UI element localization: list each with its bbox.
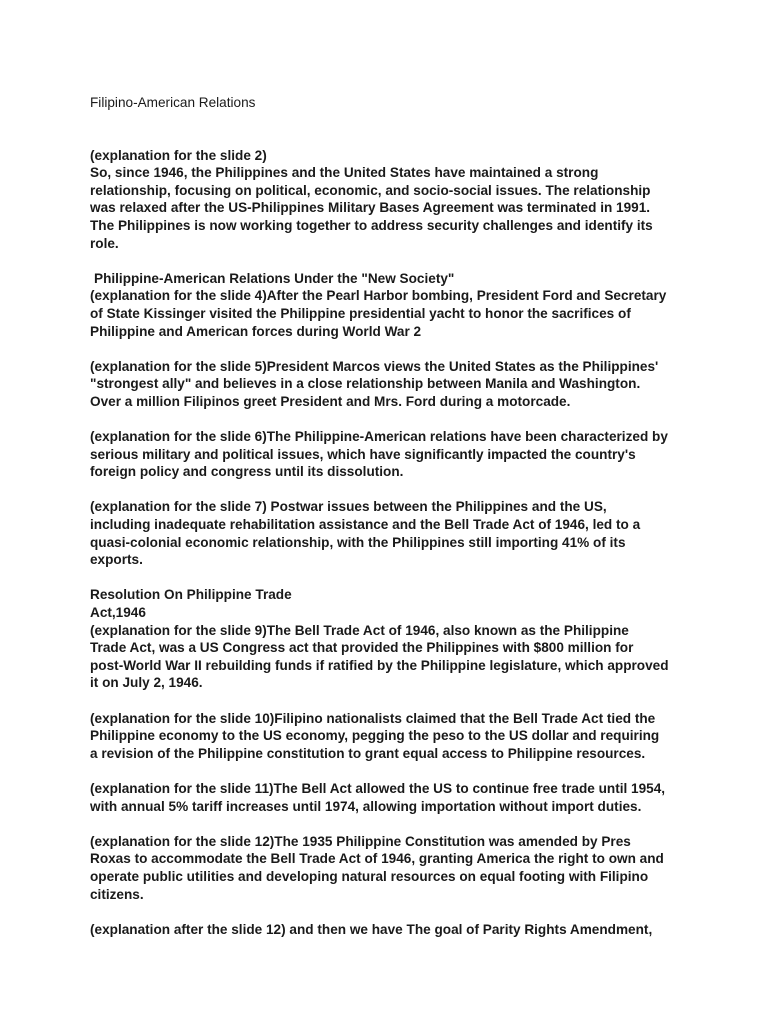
text-line: quasi-colonial economic relationship, with the Philippines still importing 41% of its <box>90 534 626 550</box>
text-line: Over a million Filipinos greet President and Mrs. Ford during a motorcade. <box>90 393 571 409</box>
text-line: Act,1946 <box>90 605 146 621</box>
paragraph <box>90 586 690 692</box>
text-line: including inadequate rehabilitation assistance and the Bell Trade Act of 1946, led to a <box>90 517 641 533</box>
paragraph-gap <box>90 252 690 270</box>
paragraph <box>90 428 690 481</box>
text-line: Philippine economy to the US economy, pegging the peso to the US dollar and requiring <box>90 728 660 744</box>
text-line: Roxas to accommodate the Bell Trade Act of 1946, granting America the right to own and <box>90 851 664 867</box>
text-line: (explanation for the slide 12)The 1935 Philippine Constitution was amended by Pres <box>90 833 631 849</box>
text-line: foreign policy and congress until its dissolution. <box>90 464 404 480</box>
text-line: "strongest ally" and believes in a close relationship between Manila and Washington. <box>90 376 641 392</box>
text-line: exports. <box>90 552 143 568</box>
text-line: it on July 2, 1946. <box>90 675 203 691</box>
text-line: role. <box>90 235 119 251</box>
paragraph-gap <box>90 481 690 499</box>
paragraph-gap <box>90 762 690 780</box>
paragraph-gap <box>90 340 690 358</box>
text-line: relationship, focusing on political, economic, and socio-social issues. The relationship <box>90 182 651 198</box>
paragraph <box>90 358 690 411</box>
text-line: with annual 5% tariff increases until 1974, allowing importation without import duties. <box>90 798 642 814</box>
text-line: So, since 1946, the Philippines and the United States have maintained a strong <box>90 165 599 181</box>
text-line: of State Kissinger visited the Philippine presidential yacht to honor the sacrifices of <box>90 305 631 321</box>
text-line: operate public utilities and developing natural resources on equal footing with Filipino <box>90 868 649 884</box>
document-page <box>90 94 690 938</box>
text-line: Philippine-American Relations Under the "New Society" <box>94 270 455 286</box>
text-line: (explanation for the slide 7) Postwar issues between the Philippines and the US, <box>90 499 607 515</box>
text-line: a revision of the Philippine constitution to grant equal access to Philippine resources. <box>90 745 646 761</box>
text-line: (explanation for the slide 6)The Philippine-American relations have been characterized by <box>90 429 668 445</box>
text-line: (explanation for the slide 9)The Bell Trade Act of 1946, also known as the Philippine <box>90 622 629 638</box>
paragraph <box>90 498 690 568</box>
text-line: (explanation after the slide 12) and then we have The goal of Parity Rights Amendment, <box>90 921 653 937</box>
paragraph <box>90 147 690 253</box>
spacer <box>90 112 690 147</box>
paragraph <box>90 710 690 763</box>
text-line: was relaxed after the US-Philippines Military Bases Agreement was terminated in 1991. <box>90 200 651 216</box>
text-line: Philippine and American forces during World War 2 <box>90 323 422 339</box>
text-line: (explanation for the slide 4)After the Pearl Harbor bombing, President Ford and Secretary <box>90 288 667 304</box>
paragraph <box>90 780 690 815</box>
text-line: post-World War II rebuilding funds if ratified by the Philippine legislature, which approved <box>90 657 669 673</box>
paragraph <box>90 270 690 340</box>
paragraph-gap <box>90 569 690 587</box>
text-line: Trade Act, was a US Congress act that provided the Philippines with $800 million for <box>90 640 634 656</box>
paragraph-gap <box>90 815 690 833</box>
paragraph-gap <box>90 903 690 921</box>
text-line: (explanation for the slide 10)Filipino nationalists claimed that the Bell Trade Act tied the <box>90 710 656 726</box>
text-line: (explanation for the slide 2) <box>90 147 267 163</box>
paragraph-gap <box>90 411 690 429</box>
text-line: (explanation for the slide 11)The Bell Act allowed the US to continue free trade until 1954, <box>90 780 666 796</box>
paragraph <box>90 921 690 939</box>
text-line: (explanation for the slide 5)President Marcos views the United States as the Philippines' <box>90 358 659 374</box>
text-line: citizens. <box>90 886 144 902</box>
text-line: Resolution On Philippine Trade <box>90 587 292 603</box>
paragraph <box>90 833 690 903</box>
document-title: Filipino-American Relations <box>90 95 256 110</box>
paragraph-gap <box>90 692 690 710</box>
document-body <box>90 147 690 939</box>
text-line: The Philippines is now working together to address security challenges and identify its <box>90 217 653 233</box>
text-line: serious military and political issues, which have significantly impacted the country's <box>90 446 636 462</box>
